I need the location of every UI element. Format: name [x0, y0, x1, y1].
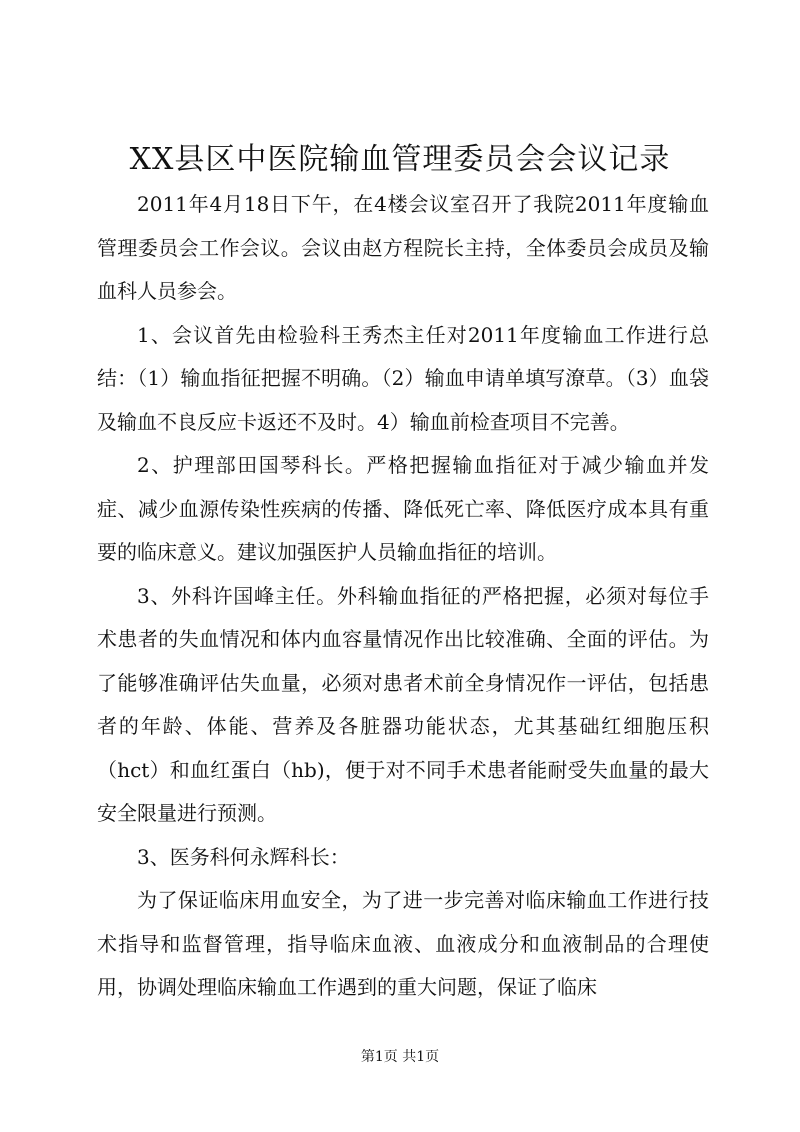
paragraph-medical-affairs-body: 为了保证临床用血安全，为了进一步完善对临床输血工作进行技术指导和监督管理，指导临床血液、血液成分和血液制品的合理使用，协调处理临床输血工作遇到的重大问题，保证了临床	[97, 888, 709, 999]
paragraph-meeting-intro: 2011年4月18日下午，在4楼会议室召开了我院2011年度输血管理委员会工作会议。会议由赵方程院长主持，全体委员会成员及输血科人员参会。	[97, 192, 709, 303]
paragraph-medical-affairs-heading: 3、医务科何永辉科长：	[137, 844, 350, 869]
document-title: XX县区中医院输血管理委员会会议记录	[129, 142, 671, 177]
paragraph-surgery-dept: 3、外科许国峰主任。外科输血指征的严格把握，必须对每位手术患者的失血情况和体内血容量情况作出比较准确、全面的评估。为了能够准确评估失血量，必须对患者术前全身情况作一评估，包括患者的年龄、体能、营养及各脏器功能状态，尤其基础红细胞压积（hct）和血红蛋白（hb)，便于对不同手术患者能耐受失血量的最大安全限量进行预测。	[97, 583, 709, 825]
paragraph-nursing-dept: 2、护理部田国琴科长。严格把握输血指征对于减少输血并发症、减少血源传染性疾病的传播、降低死亡率、降低医疗成本具有重要的临床意义。建议加强医护人员输血指征的培训。	[97, 453, 709, 564]
document-body	[97, 183, 709, 1010]
page-number-footer: 第1页 共1页	[360, 1049, 440, 1065]
paragraph-lab-summary: 1、会议首先由检验科王秀杰主任对2011年度输血工作进行总结：（1）输血指征把握不明确。（2）输血申请单填写潦草。（3）血袋及输血不良反应卡返还不及时。4）输血前检查项目不完善。	[97, 322, 709, 434]
